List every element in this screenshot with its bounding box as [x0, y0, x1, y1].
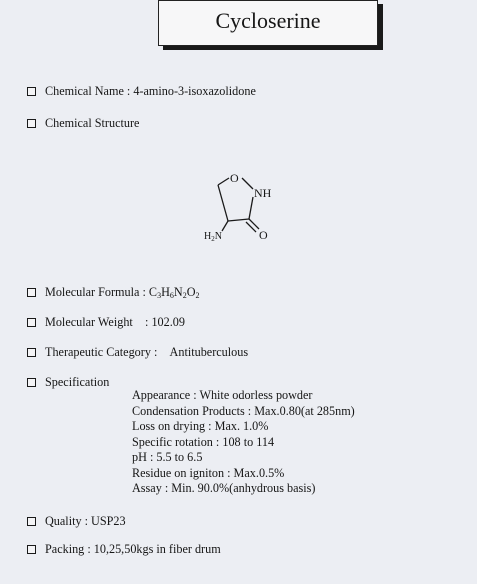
chemical-structure-row	[27, 116, 139, 131]
packing-label: Packing	[45, 542, 85, 556]
chemical-name-row: Chemical Name : 4-amino-3-isoxazolidone	[27, 84, 256, 99]
atom-o2: O	[259, 228, 268, 242]
chemical-name-value: 4-amino-3-isoxazolidone	[133, 84, 256, 98]
quality-value: USP23	[91, 514, 126, 528]
checkbox-icon	[27, 87, 36, 96]
bond-n-c	[249, 197, 253, 219]
page-title: Cycloserine	[158, 0, 378, 46]
spec-item: Assay : Min. 90.0%(anhydrous basis)	[132, 481, 316, 495]
bond-o-n	[242, 178, 253, 189]
spec-item: Specific rotation : 108 to 114	[132, 434, 275, 449]
molecular-weight-value: 102.09	[151, 315, 185, 329]
chemical-name-label: Chemical Name	[45, 84, 124, 98]
therapeutic-category-value: Antituberculous	[169, 345, 249, 359]
checkbox-icon	[27, 545, 36, 554]
specification-label: Specification	[45, 375, 110, 389]
therapeutic-category-row: Therapeutic Category : Antituberculous	[27, 345, 248, 360]
chemical-structure-label: Chemical Structure	[45, 116, 140, 130]
specification-row	[27, 375, 109, 390]
molecular-weight-label: Molecular Weight	[45, 315, 133, 329]
therapeutic-category-label: Therapeutic Category	[45, 345, 151, 359]
bond-carbonyl-2	[246, 222, 256, 232]
molecular-weight-row: Molecular Weight : 102.09	[27, 315, 185, 330]
checkbox-icon	[27, 119, 36, 128]
atom-nh: NH	[254, 186, 272, 200]
bond-c-ch	[228, 219, 249, 221]
packing-value: 10,25,50kgs in fiber drum	[93, 542, 221, 556]
checkbox-icon	[27, 288, 36, 297]
packing-row: Packing : 10,25,50kgs in fiber drum	[27, 542, 221, 557]
molecular-formula-label: Molecular Formula	[45, 285, 140, 299]
bond-ch2-o	[218, 178, 229, 185]
checkbox-icon	[27, 348, 36, 357]
specification-list	[132, 388, 355, 497]
spec-item: pH : 5.5 to 6.5	[132, 450, 203, 464]
molecular-formula-value: $C_3H_6N_2O_2$	[148, 285, 200, 300]
bond-ch-nh2	[222, 221, 228, 231]
spec-item: Appearance : White odorless powder	[132, 388, 313, 402]
chemical-structure-diagram	[196, 165, 286, 245]
checkbox-icon	[27, 517, 36, 526]
atom-o: O	[230, 171, 239, 185]
spec-item: Condensation Products : Max.0.80(at 285nm)	[132, 403, 355, 418]
bond-carbonyl-1	[249, 219, 259, 229]
checkbox-icon	[27, 318, 36, 327]
checkbox-icon	[27, 378, 36, 387]
bond-ch-ch2	[218, 185, 228, 221]
quality-label: Quality	[45, 514, 82, 528]
molecular-formula-row: Molecular Formula : $C_3H_6N_2O_2$	[27, 285, 200, 300]
atom-nh2: $H_2N$	[204, 231, 222, 243]
spec-item: Residue on igniton : Max.0.5%	[132, 465, 285, 480]
spec-item: Loss on drying : Max. 1.0%	[132, 419, 269, 433]
quality-row: Quality : USP23	[27, 514, 126, 529]
